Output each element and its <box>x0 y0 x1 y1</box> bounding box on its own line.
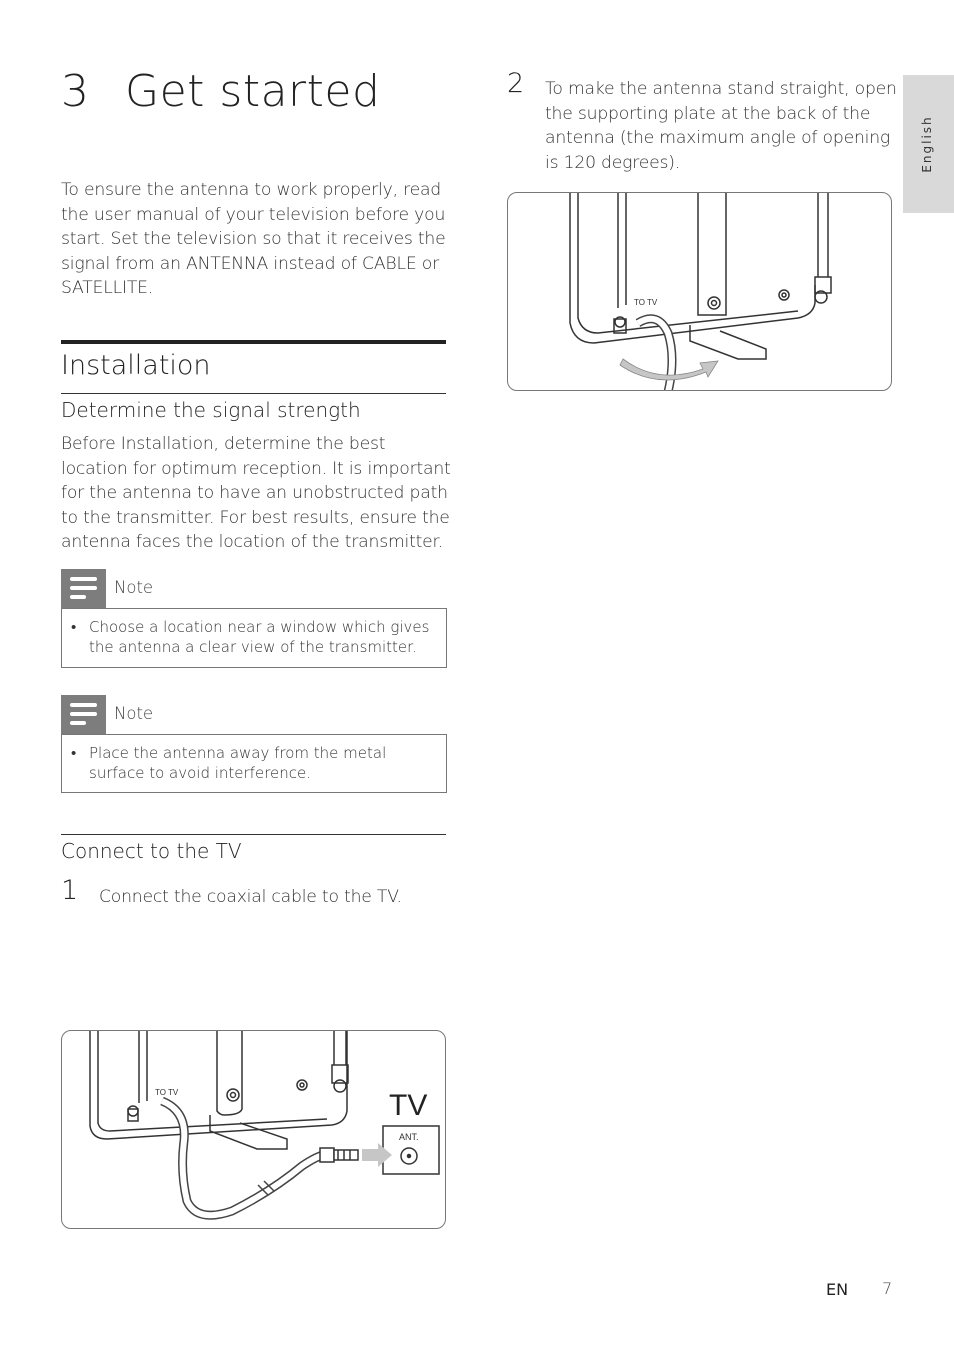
ant-label: ANT. <box>399 1132 419 1142</box>
intro-paragraph: To ensure the antenna to work properly, read the user manual of your television before you start. Set the television so that it receives the signal from an ANTENNA instead of CABLE or SATELLITE. <box>61 180 446 299</box>
note-bullet: • <box>71 618 77 636</box>
chapter-number: 3 <box>61 66 90 117</box>
note-label: Note <box>114 704 154 723</box>
note-box <box>61 608 447 668</box>
section-title-installation: Installation <box>61 350 211 381</box>
step-text: To make the antenna stand straight, open the supporting plate at the back of the antenna (the maximum angle of opening is 120 degrees). <box>545 79 897 173</box>
section-divider <box>61 393 446 394</box>
tv-label: TV <box>389 1089 428 1122</box>
note-text: Place the antenna away from the metal surface to avoid interference. <box>89 744 387 782</box>
signal-strength-body: Before Installation, determine the best location for optimum reception. It is important for the antenna to have an unobstructed path to the transmitter. For best results, ensure the antenna faces the location of the transmitter. <box>61 434 451 553</box>
supporting-plate-illustration <box>508 193 892 391</box>
figure-supporting-plate <box>507 192 892 391</box>
footer-language: EN <box>826 1280 849 1299</box>
subheading-connect-tv: Connect to the TV <box>61 839 242 863</box>
chapter-title-text: Get started <box>125 66 381 117</box>
note-label: Note <box>114 578 154 597</box>
step-number: 1 <box>61 875 79 906</box>
antenna-tv-illustration <box>62 1031 446 1229</box>
port-label: TO TV <box>155 1088 179 1097</box>
page-number: 7 <box>882 1279 893 1298</box>
note-text: Choose a location near a window which gives the antenna a clear view of the transmitter. <box>89 618 430 656</box>
subheading-signal-strength: Determine the signal strength <box>61 398 361 422</box>
section-divider <box>61 834 446 835</box>
note-box <box>61 734 447 793</box>
port-label: TO TV <box>634 298 658 307</box>
step-number: 2 <box>507 68 525 99</box>
note-icon <box>61 569 106 608</box>
section-rule <box>61 340 446 344</box>
chapter-title <box>61 66 380 117</box>
step-text: Connect the coaxial cable to the TV. <box>99 887 402 907</box>
language-tab-label: English <box>920 115 934 173</box>
figure-antenna-to-tv <box>61 1030 446 1229</box>
note-icon <box>61 695 106 734</box>
note-bullet: • <box>71 744 77 762</box>
